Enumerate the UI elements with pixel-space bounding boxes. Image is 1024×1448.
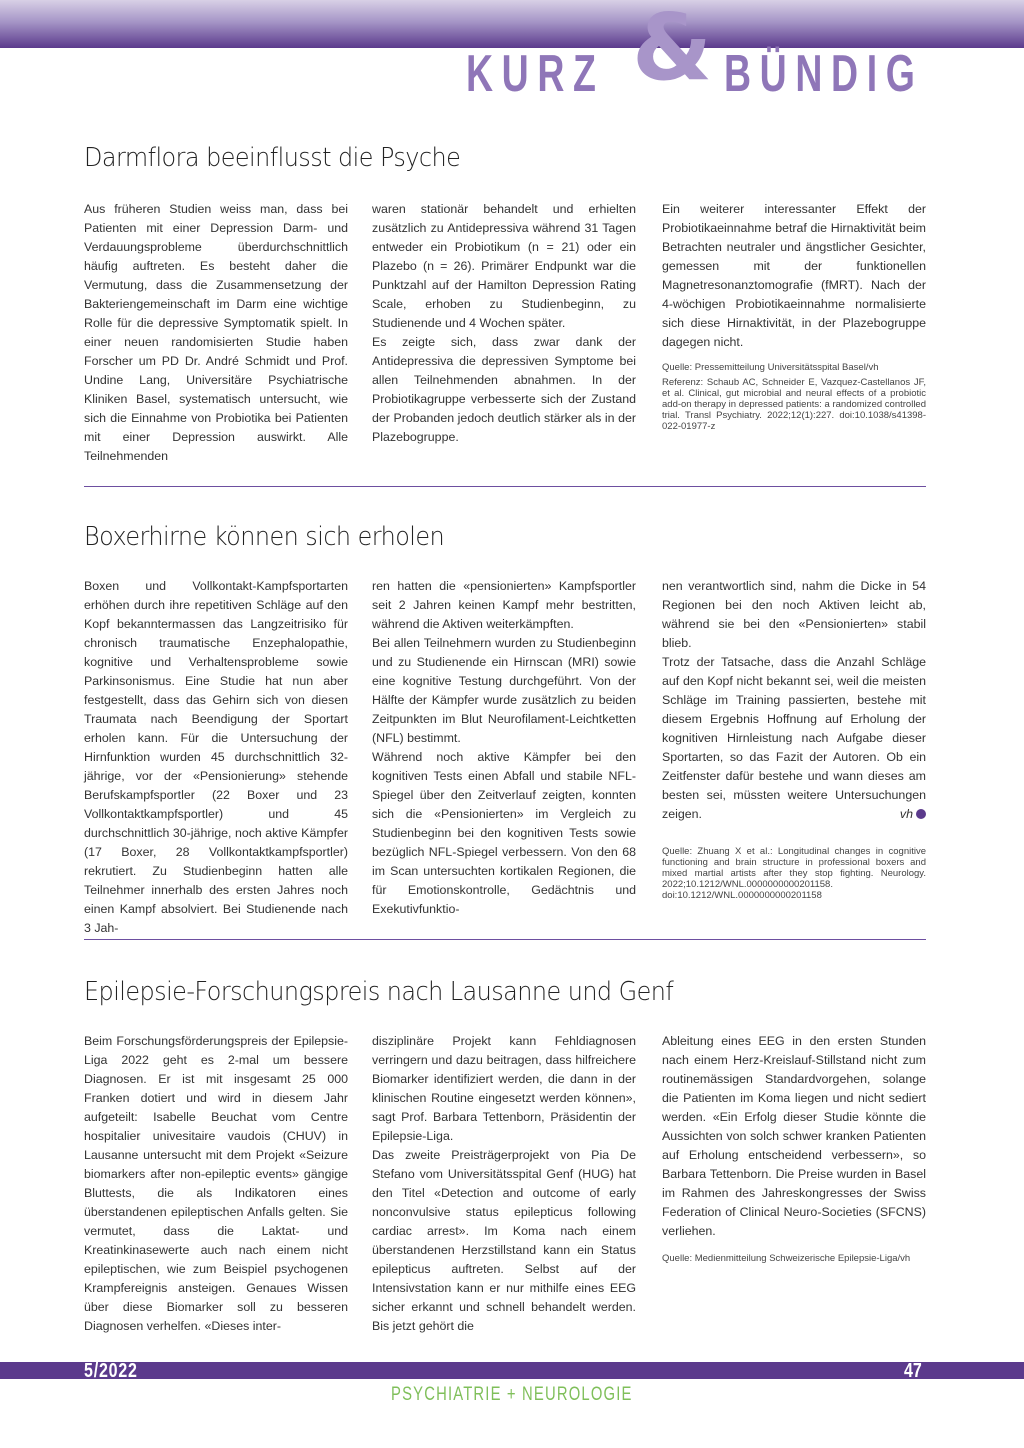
paragraph: [662, 653, 926, 824]
journal-name-text: PSYCHIATRIE + NEUROLOGIE: [391, 1384, 633, 1405]
source-note: Quelle: Zhuang X et al.: Longitudinal changes in cognitive functioning and brain structure in professional boxers and mixed martial artists after they stop fighting. Neurology. 2022;10.1212/WNL.0000000000201158. doi:10.1212/WNL.0000000000201158: [662, 846, 926, 901]
masthead-ampersand: &: [632, 0, 713, 101]
paragraph: Es zeigte sich, dass zwar dank der Antidepressiva die depressiven Symptome bei allen Teilnehmenden abnahmen. In der Probiotikagruppe verbesserte sich der Zustand der Probanden jedoch deutlich stärker als in der Plazebogruppe.: [372, 335, 636, 444]
article-column: [372, 577, 636, 919]
section-masthead: [466, 0, 936, 103]
paragraph: Das zweite Preisträgerprojekt von Pia De Stefano vom Universitätsspital Genf (HUG) hat den Titel «Detection and outcome of early nonconvulsive status epilepticus following cardiac arrest». Im Koma nach einem überstandenen Herzstillstand kann ein Status epilepticus auftreten. Selbst auf der Intensivstation kann er nur mithilfe eines EEG sicher erkannt und schnell behandelt werden. Bis jetzt gehört die: [372, 1148, 636, 1333]
article-column: [84, 200, 348, 466]
end-mark-dot-icon: [916, 809, 926, 819]
paragraph: disziplinäre Projekt kann Fehldiagnosen verringern und dazu beitragen, dass hilfreichere Biomarker identifiziert werden, die dann in der klinischen Routine eingesetzt werden können», sagt Prof. Barbara Tettenborn, Präsidentin der Epilepsie-Liga.: [372, 1034, 636, 1143]
page-number: 47: [904, 1360, 922, 1382]
paragraph: Bei allen Teilnehmern wurden zu Studienbeginn und zu Studienende ein Hirnscan (MRI) sowie eine kognitive Testung durchgeführt. Von der Hälfte der Kämpfer wurde zusätzlich zu beiden Zeitpunkten im Blut Neurofilament-Leichtketten (NFL) bestimmt.: [372, 636, 636, 745]
article-column: [84, 577, 348, 938]
paragraph: Während noch aktive Kämpfer bei den kognitiven Tests einen Abfall und stabile NFL-Spiegel über den Zeitverlauf zeigten, konnten sich die «Pensionierten» im Vergleich zu Studienbeginn bei den kognitiven Tests sowie bezüglich NFL-Spiegel verbessern. Von den 68 im Scan untersuchten kortikalen Regionen, die für Emotionskontrolle, Gedächtnis und Exekutivfunktio-: [372, 750, 636, 916]
paragraph: nen verantwortlich sind, nahm die Dicke in 54 Regionen bei den noch Aktiven leicht ab, während sie bei den «Pensionierten» stabil blieb.: [662, 579, 926, 650]
article-column: [84, 1032, 348, 1336]
source-note: Quelle: Medienmitteilung Schweizerische Epilepsie-Liga/vh: [662, 1253, 911, 1264]
article-column: [372, 1032, 636, 1336]
article-title: Darmflora beeinflusst die Psyche: [84, 143, 461, 173]
article-column: [662, 577, 926, 901]
article-title: Epilepsie-Forschungspreis nach Lausanne und Genf: [84, 977, 674, 1007]
paragraph: ren hatten die «pensionierten» Kampfsportler seit 2 Jahren keinen Kampf mehr bestritten, während die Aktiven weiterkämpften.: [372, 579, 636, 631]
masthead-word-buendig: BÜNDIG: [724, 45, 924, 103]
issue-number: 5/2022: [84, 1360, 138, 1382]
journal-name: [0, 1384, 1024, 1406]
paragraph: Ein weiterer interessanter Effekt der Probiotikaeinnahme betraf die Hirnaktivität beim Betrachten neutraler und ängstlicher Gesichter, gemessen mit der funktionellen Magnetresonanztomografie (fMRT). Nach der 4-wöchigen Probiotikaeinnahme normalisierte sich diese Hirnaktivität, in der Plazebogruppe dagegen nicht.: [662, 202, 926, 349]
footer-band: [0, 1362, 1024, 1379]
article-column: [662, 1032, 926, 1264]
reference-note: Referenz: Schaub AC, Schneider E, Vazquez-Castellanos JF, et al. Clinical, gut microbial and neural effects of a probiotic add-on therapy in depressed patients: a randomized controlled trial. Transl Psychiatry. 2022;12(1):227. doi:10.1038/s41398-022-01977-z: [662, 377, 926, 432]
article-title: Boxerhirne können sich erholen: [84, 522, 445, 552]
section-divider: [84, 486, 926, 487]
paragraph: waren stationär behandelt und erhielten zusätzlich zu Antidepressiva während 31 Tagen entweder ein Probiotikum (n = 21) oder ein Plazebo (n = 26). Primärer Endpunkt war die Punktzahl auf der Hamilton Depression Rating Scale, erhoben zu Studienbeginn, zu Studienende und 4 Wochen später.: [372, 202, 636, 330]
article-column: [662, 200, 926, 432]
paragraph: Beim Forschungsförderungspreis der Epilepsie-Liga 2022 geht es 2-mal um bessere Diagnosen. Er ist mit insgesamt 25 000 Franken dotiert und wird in diesem Jahr aufgeteilt: Isabelle Beuchat vom Centre hospitalier univesitaire vaudois (CHUV) in Lausanne untersucht mit dem Projekt «Seizure biomarkers after non-epileptic events» gängige Bluttests, die als Indikatoren eines überstandenen epileptischen Anfalls gelten. Sie vermutet, dass die Laktat- und Kreatinkinasewerte auch nach einem nicht epileptischen, wie zum Beispiel psychogenen Krampfereignis ansteigen. Genaues Wissen über diese Biomarker soll zu besseren Diagnosen verhelfen. «Dieses inter-: [84, 1034, 348, 1333]
article-column: [372, 200, 636, 447]
paragraph: Aus früheren Studien weiss man, dass bei Patienten mit einer Depression Darm- und Verdauungsprobleme überdurchschnittlich häufig auftreten. Es besteht daher die Vermutung, dass die Zusammensetzung der Bakteriengemeinschaft im Darm eine wichtige Rolle für die depressive Symptomatik spielt. In einer neuen randomisierten Studie haben Forscher um PD Dr. André Schmidt und Prof. Undine Lang, Universitäre Psychiatrische Kliniken Basel, systematisch untersucht, wie sich die Einnahme von Probiotika bei Patienten mit einer Depression auswirkt. Alle Teilnehmenden: [84, 202, 348, 463]
paragraph: Ableitung eines EEG in den ersten Stunden nach einem Herz-Kreislauf-Stillstand nicht zum routinemässigen Standardvorgehen, solange die Patienten im Koma liegen und nicht sediert werden. «Ein Erfolg dieser Studie könnte die Aussichten von solch schwer kranken Patienten auf Erholung entscheidend verbessern», so Barbara Tettenborn. Die Preise wurden in Basel im Rahmen des Jahreskongresses der Swiss Federation of Clinical Neuro-Societies (SFCNS) verliehen.: [662, 1034, 926, 1238]
section-divider: [84, 939, 926, 940]
paragraph-text: Trotz der Tatsache, dass die Anzahl Schläge auf den Kopf nicht bekannt sei, weil die meisten Schläge im Training passierten, bestehe mit diesem Ergebnis Hoffnung auf Erholung der kognitiven Hirnleistung nach Aufgabe dieser Sportarten, so das Fazit der Autoren. Ob ein Zeitfenster dafür bestehe und wann dieses am besten sei, müssten weitere Untersuchungen zeigen.: [662, 655, 926, 821]
masthead-word-kurz: KURZ: [466, 45, 605, 103]
source-note: Quelle: Pressemitteilung Universitätsspital Basel/vh: [662, 362, 879, 373]
signature-text: vh: [899, 807, 913, 821]
author-signature: [900, 805, 926, 824]
paragraph: Boxen und Vollkontakt-Kampfsportarten erhöhen durch ihre repetitiven Schläge auf den Kopf bekanntermassen das Langzeitrisiko für chronisch traumatische Enzephalopathie, kognitive und Verhaltensprobleme sowie Parkinsonismus. Eine Studie hat nun aber festgestellt, dass das Gehirn sich von diesen Traumata nach Beendigung der Sportart erholen kann. Für die Untersuchung der Hirnfunktion wurden 45 durchschnittlich 32-jährige, vor der «Pensionierung» stehende Berufskampfsportler (22 Boxer und 23 Vollkontaktkampfsportler) und 45 durchschnittlich 30-jährige, noch aktive Kämpfer (17 Boxer, 28 Vollkontaktkampfsportler) rekrutiert. Zu Studienbeginn hatten alle Teilnehmer innerhalb des ersten Jahres noch einen Kampf absolviert. Bei Studienende nach 3 Jah-: [84, 579, 348, 935]
